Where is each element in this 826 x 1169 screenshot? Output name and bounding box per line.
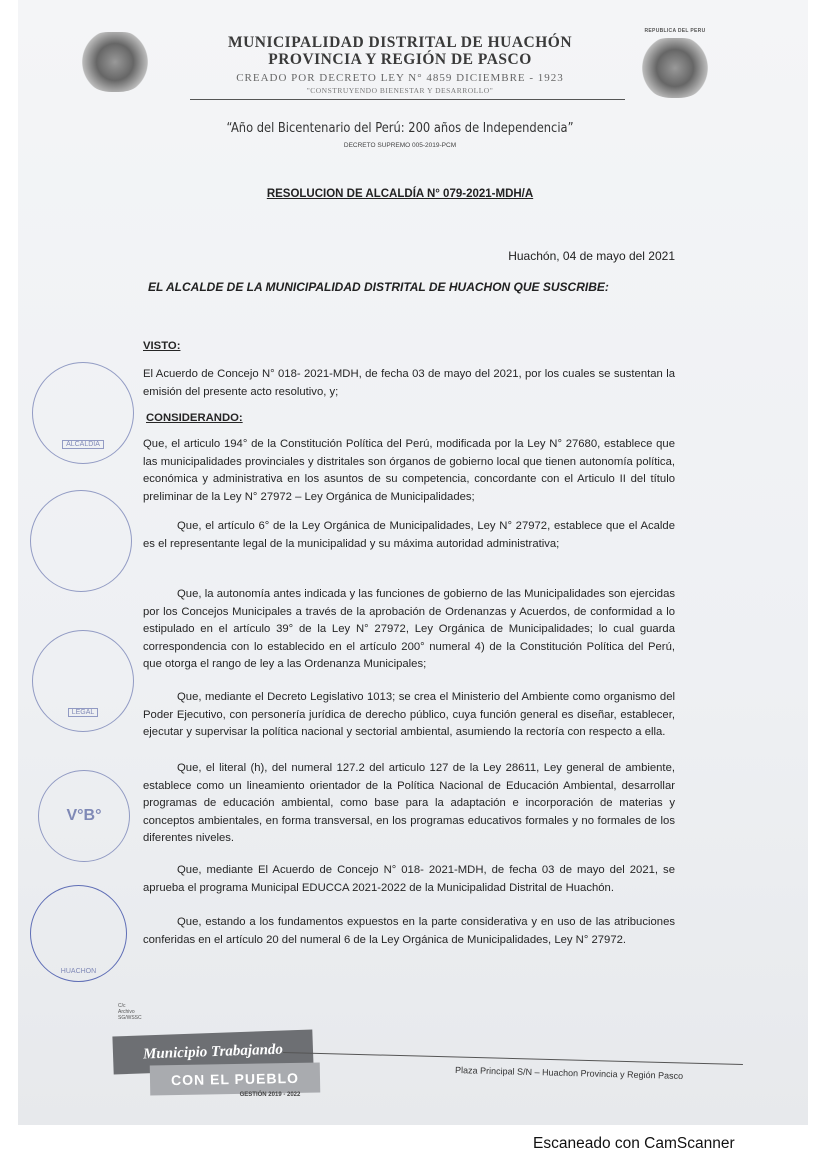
motto: "CONSTRUYENDO BIENESTAR Y DESARROLLO" (306, 86, 494, 95)
paragraph: Que, la autonomía antes indicada y las funciones de gobierno de las Municipalidades son ejercidas por los Concejos Municipales a través de la aprobación de Ordenanzas y Acuerdos, de conformidad a lo estipulado en el artículo 39° de la Ley N° 27972, Ley Orgánica de Municipalidades; lo cual guarda correspondencia con lo establecido en el artículo 200° numeral 4) de la Constitución Política del Perú, que otorga el rango de ley a las Ordenanza Municipales; (143, 588, 675, 670)
year-name: “Año del Bicentenario del Perú: 200 años de Independencia” (226, 120, 574, 136)
year-decree: DECRETO SUPREMO 005-2019-PCM (343, 142, 457, 149)
considerando-heading: CONSIDERANDO: (146, 412, 243, 424)
peru-crest-label: REPUBLICA DEL PERU (644, 28, 706, 34)
document-page (18, 0, 808, 1125)
municipal-crest-left (80, 32, 150, 92)
footer-logo: Municipio Trabajando (112, 1030, 313, 1075)
paragraph: Que, mediante El Acuerdo de Concejo N° 018- 2021-MDH, de fecha 03 de mayo del 2021, se aprueba el programa Municipal EDUCCA 2021-2022 de la Municipalidad Distrital de Huachón. (143, 864, 675, 894)
visto-text: El Acuerdo de Concejo N° 018- 2021-MDH, de fecha 03 de mayo del 2021, por los cuales se sustentan la emisión del presente acto resolutivo, y; (143, 368, 675, 398)
footer-logo-period: GESTIÓN 2019 - 2022 (239, 1092, 301, 1098)
paragraph: Que, el artículo 6° de la Ley Orgánica de Municipalidades, Ley N° 27972, establece que el Acalde es el representante legal de la municipalidad y su máxima autoridad administrativa; (143, 520, 675, 550)
paragraph: Que, estando a los fundamentos expuestos en la parte considerativa y en uso de las atribuciones conferidas en el artículo 20 del numeral 6 de la Ley Orgánica de Municipalidades, Ley N° 27972. (143, 916, 675, 946)
footer-address: Plaza Principal S/N – Huachon Provincia y Región Pasco (454, 1065, 684, 1081)
stamp-alcaldia: ALCALDIA (32, 362, 134, 464)
copy-list: C/c Archivo SG/WSSC (118, 1003, 142, 1021)
stamp-huachon: HUACHON (30, 885, 127, 982)
stamp-municipal (30, 490, 132, 592)
paragraph: Que, mediante el Decreto Legislativo 1013; se crea el Ministerio del Ambiente como organismo del Poder Ejecutivo, con personería jurídica de derecho público, cuya función general es diseñar, establecer, ejecutar y supervisar la política nacional y sectorial ambiental, asumiendo la rectoría con respecto a ella. (143, 691, 675, 738)
footer-logo-slogan: CON EL PUEBLO (150, 1063, 320, 1096)
scanner-watermark: Escaneado con CamScanner (533, 1135, 735, 1152)
creation-decree: CREADO POR DECRETO LEY N° 4859 DICIEMBRE - 1923 (236, 72, 564, 84)
stamp-legal: LEGAL (32, 630, 134, 732)
alcalde-heading: EL ALCALDE DE LA MUNICIPALIDAD DISTRITAL DE HUACHON QUE SUSCRIBE: (148, 280, 609, 294)
peru-crest-right (640, 38, 710, 98)
visto-heading: VISTO: (143, 340, 181, 352)
header-divider (190, 99, 625, 100)
paragraph: Que, el articulo 194° de la Constitución Política del Perú, modificada por la Ley N° 27680, establece que las municipalidades provinciales y distritales son órganos de gobierno local que tienen autonomía política, económica y administrativa en los asuntos de su competencia, concordante con el Articulo II del título preliminar de la Ley N° 27972 – Ley Orgánica de Municipalidades; (143, 438, 675, 503)
resolution-date: Huachón, 04 de mayo del 2021 (508, 249, 675, 263)
paragraph: Que, el literal (h), del numeral 127.2 del articulo 127 de la Ley 28611, Ley general de ambiente, establece como un lineamiento orientador de la Política Nacional de Educación Ambiental, desarrollar programas de educación ambiental, como base para la adaptación e incorporación de materias y conceptos ambientales, en forma transversal, en los programas educativos formales y no formales de los diferentes niveles. (143, 762, 675, 844)
resolution-title: RESOLUCION DE ALCALDÍA N° 079-2021-MDH/A (266, 188, 534, 200)
stamp-visto-bueno: V°B° (38, 770, 130, 862)
municipality-name: MUNICIPALIDAD DISTRITAL DE HUACHÓN PROVINCIA Y REGIÓN DE PASCO (227, 34, 573, 68)
